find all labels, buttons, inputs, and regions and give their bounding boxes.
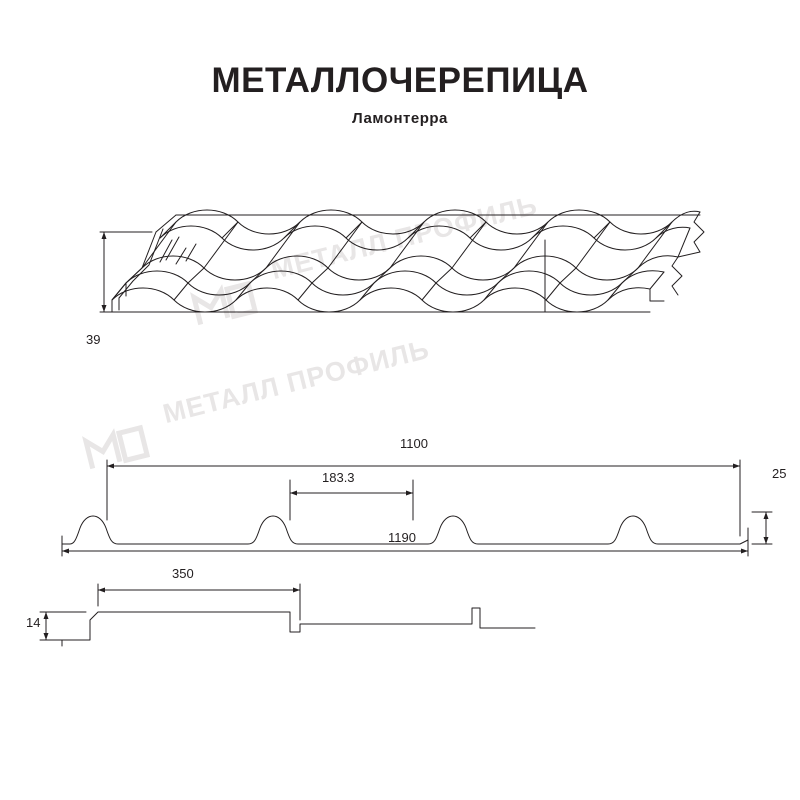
dimension-label-14: 14 bbox=[26, 615, 41, 630]
dimension-label-25: 25 bbox=[772, 466, 787, 481]
step-view bbox=[40, 584, 535, 646]
dimension-39 bbox=[100, 232, 152, 312]
page-title: МЕТАЛЛОЧЕРЕПИЦА bbox=[211, 61, 589, 100]
dimension-label-350: 350 bbox=[172, 566, 194, 581]
watermark-text: МЕТАЛЛ ПРОФИЛЬ bbox=[268, 189, 541, 286]
dimension-label-183: 183.3 bbox=[322, 470, 355, 485]
profile-view bbox=[62, 460, 772, 556]
isometric-view bbox=[112, 210, 704, 312]
dimension-label-39: 39 bbox=[86, 332, 101, 347]
dimension-label-1100: 1100 bbox=[400, 436, 428, 451]
dimension-label-1190: 1190 bbox=[388, 530, 416, 545]
page-subtitle: Ламонтерра bbox=[352, 109, 448, 127]
watermark-text: МЕТАЛЛ ПРОФИЛЬ bbox=[160, 333, 433, 430]
